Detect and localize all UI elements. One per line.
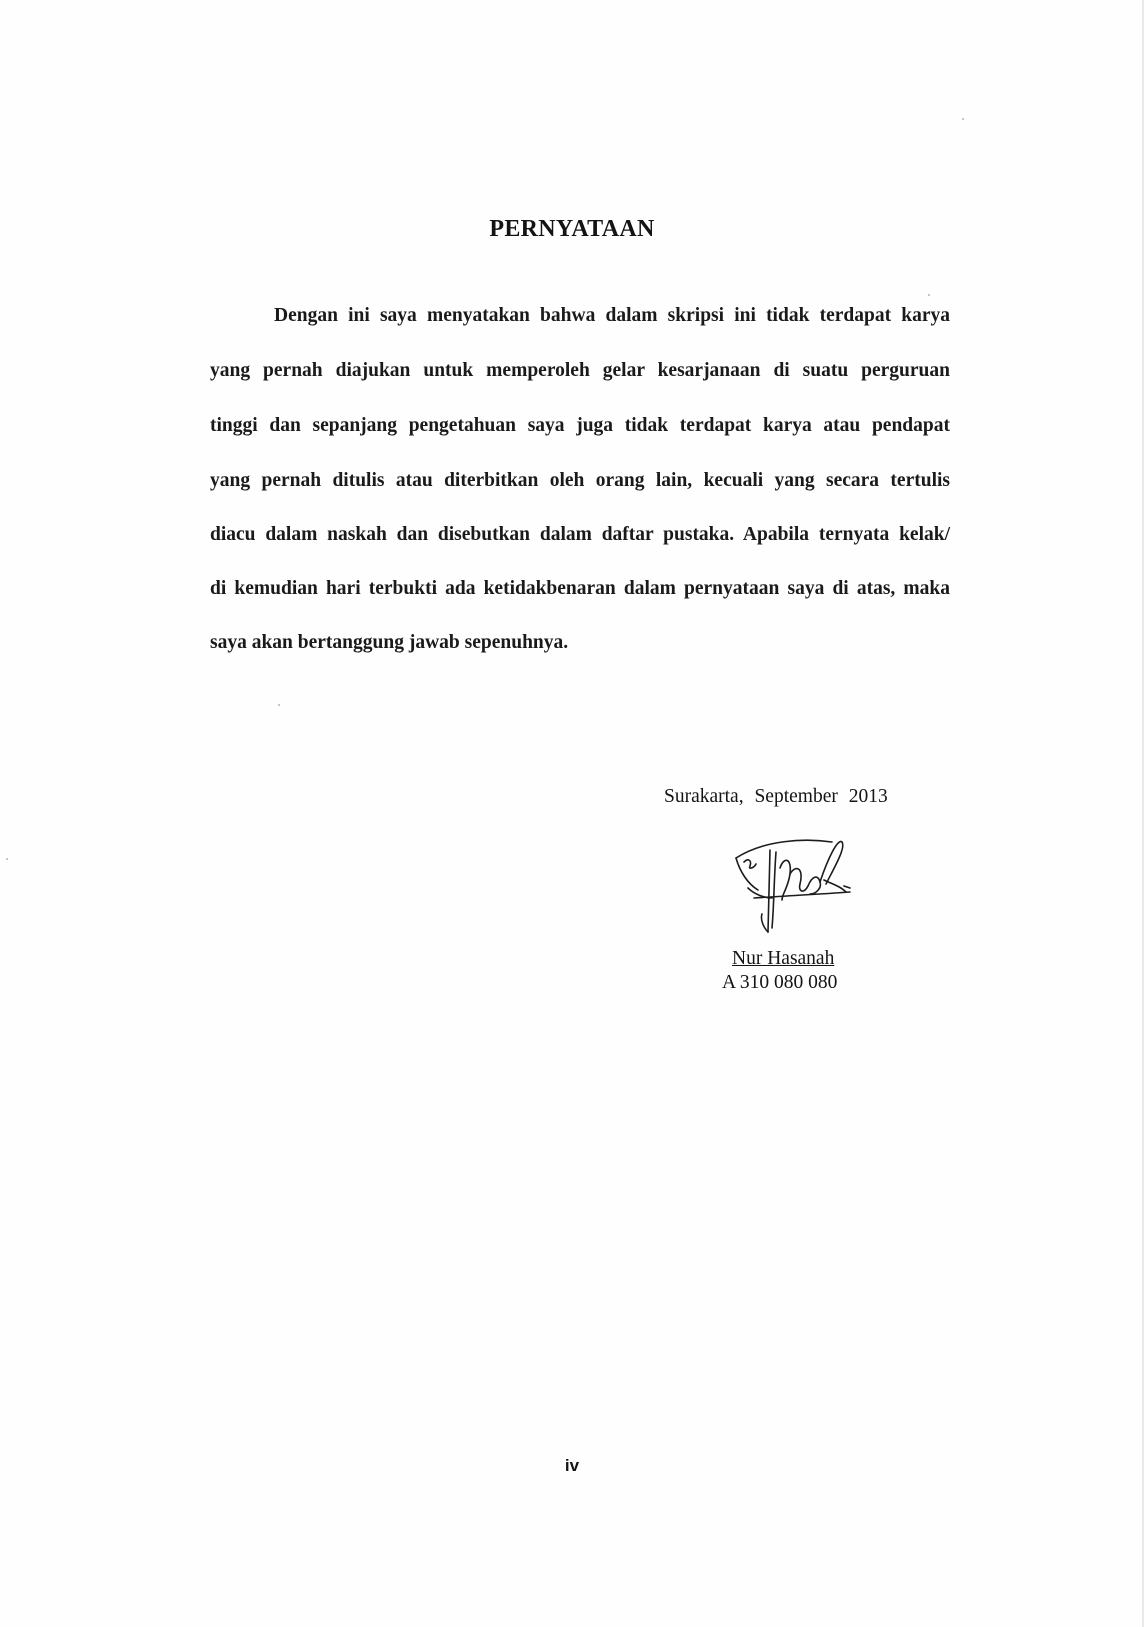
scan-speck: [962, 118, 964, 120]
paragraph-line-4: yang pernah ditulis atau diterbitkan oleh orang lain, kecuali yang secara tertulis: [210, 470, 950, 491]
paragraph-line-7: saya akan bertanggung jawab sepenuhnya.: [210, 632, 569, 653]
place-date: Surakarta, September 2013: [664, 786, 888, 807]
paragraph-line-1: Dengan ini saya menyatakan bahwa dalam skripsi ini tidak terdapat karya: [274, 305, 950, 326]
signature-image: [724, 828, 874, 938]
paragraph-line-2: yang pernah diajukan untuk memperoleh gelar kesarjanaan di suatu perguruan: [210, 360, 950, 381]
document-title: PERNYATAAN: [489, 216, 655, 242]
paragraph-line-6: di kemudian hari terbukti ada ketidakbenaran dalam pernyataan saya di atas, maka: [210, 578, 950, 599]
scan-speck: [928, 294, 930, 296]
paragraph-line-5: diacu dalam naskah dan disebutkan dalam daftar pustaka. Apabila ternyata kelak/: [210, 524, 950, 545]
scan-speck: [6, 858, 8, 860]
signer-name: Nur Hasanah: [732, 948, 835, 969]
paragraph-line-3: tinggi dan sepanjang pengetahuan saya juga tidak terdapat karya atau pendapat: [210, 415, 950, 436]
scan-speck: [278, 704, 280, 706]
signer-id: A 310 080 080: [722, 972, 838, 993]
page-number: iv: [564, 1456, 580, 1475]
